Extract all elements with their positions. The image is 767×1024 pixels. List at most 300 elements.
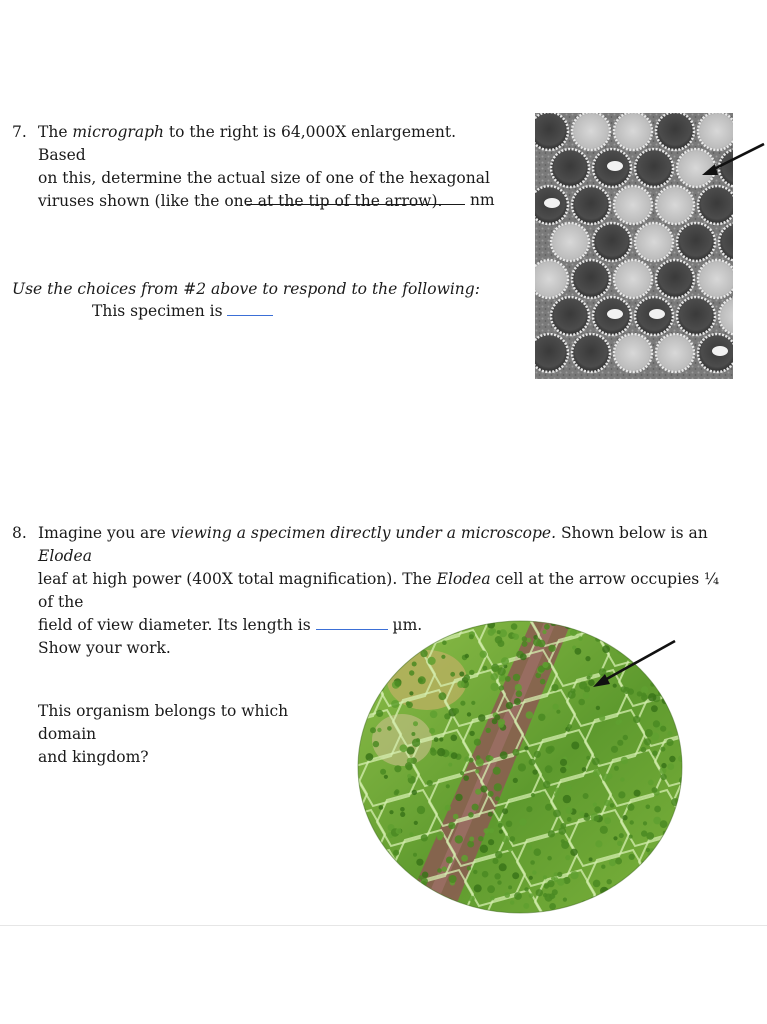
chloroplast <box>467 841 474 848</box>
chloroplast <box>511 623 518 630</box>
chloroplast <box>548 746 554 752</box>
q8-line1-pre: Imagine you are <box>38 524 171 542</box>
chloroplast <box>429 728 435 734</box>
chloroplast <box>506 702 513 709</box>
chloroplast <box>654 806 661 813</box>
chloroplast <box>643 893 648 898</box>
virus-particle <box>656 113 694 150</box>
chloroplast <box>520 653 527 660</box>
chloroplast <box>486 728 491 733</box>
chloroplast <box>371 654 376 659</box>
chloroplast <box>529 876 533 880</box>
chloroplast <box>493 858 499 864</box>
virus-particle <box>593 223 631 261</box>
q7-answer-blank[interactable] <box>247 190 465 205</box>
chloroplast <box>652 895 656 899</box>
chloroplast <box>634 790 641 797</box>
chloroplast <box>442 866 447 871</box>
chloroplast <box>373 868 378 873</box>
chloroplast <box>439 692 447 700</box>
domain-question <box>38 700 348 769</box>
chloroplast <box>666 739 673 746</box>
chloroplast <box>570 871 578 879</box>
chloroplast <box>551 876 555 880</box>
chloroplast <box>646 832 654 840</box>
chloroplast <box>435 909 442 915</box>
chloroplast <box>571 742 579 750</box>
chloroplast <box>379 646 383 650</box>
chloroplast <box>566 807 573 814</box>
chloroplast <box>370 727 376 733</box>
chloroplast <box>649 621 656 628</box>
chloroplast <box>497 640 504 647</box>
chloroplast <box>487 621 495 629</box>
chloroplast <box>523 903 529 909</box>
chloroplast <box>547 856 552 861</box>
chloroplast <box>469 837 474 842</box>
chloroplast <box>542 662 548 668</box>
chloroplast <box>488 629 495 636</box>
chloroplast <box>660 820 668 828</box>
chloroplast <box>578 636 583 641</box>
chloroplast <box>619 833 624 838</box>
chloroplast <box>375 650 382 657</box>
chloroplast <box>391 647 398 654</box>
chloroplast <box>627 804 634 811</box>
chloroplast <box>519 818 527 826</box>
chloroplast <box>471 701 475 705</box>
cell-wall <box>553 910 613 915</box>
chloroplast <box>373 741 379 747</box>
chloroplast <box>499 863 507 871</box>
chloroplast <box>437 831 444 838</box>
virus-highlight <box>544 198 560 208</box>
chloroplast <box>379 660 385 666</box>
chloroplast <box>560 767 566 773</box>
chloroplast <box>614 766 619 771</box>
chloroplast <box>633 910 641 915</box>
chloroplast <box>652 751 657 756</box>
chloroplast <box>499 685 504 690</box>
chloroplast <box>385 648 393 656</box>
q8-line2-post: cell at the arrow occupies ¼ of the <box>38 570 720 611</box>
specimen-answer-blank[interactable] <box>227 301 273 316</box>
chloroplast <box>473 870 477 874</box>
chloroplast <box>655 896 660 901</box>
q7-line1-pre: The <box>38 123 73 141</box>
chloroplast <box>570 688 575 693</box>
chloroplast <box>358 630 363 635</box>
chloroplast <box>409 691 413 695</box>
chloroplast <box>659 767 666 774</box>
chloroplast <box>663 858 669 864</box>
chloroplast <box>641 830 647 836</box>
chloroplast <box>669 756 675 762</box>
choices-note-text: Use the choices from #2 above to respond to the following: <box>12 280 480 298</box>
chloroplast <box>518 763 526 771</box>
chloroplast <box>514 698 521 705</box>
chloroplast <box>513 778 518 783</box>
chloroplast <box>394 882 399 887</box>
chloroplast <box>464 756 469 761</box>
chloroplast <box>495 796 500 801</box>
chloroplast <box>389 860 393 864</box>
chloroplast <box>391 700 399 708</box>
q8-line1-emphasis: viewing a specimen directly under a microscope. <box>170 524 557 542</box>
chloroplast <box>379 805 384 810</box>
chloroplast <box>430 621 436 627</box>
chloroplast <box>660 774 666 780</box>
chloroplast <box>372 689 378 695</box>
chloroplast <box>476 758 484 766</box>
chloroplast <box>469 670 474 675</box>
q7-number: 7. <box>12 123 27 141</box>
chloroplast <box>677 906 683 912</box>
chloroplast <box>412 790 417 795</box>
chloroplast <box>641 747 647 753</box>
chloroplast <box>455 835 463 843</box>
chloroplast <box>373 869 380 876</box>
chloroplast <box>545 765 553 773</box>
chloroplast <box>522 636 527 641</box>
chloroplast <box>563 898 567 902</box>
chloroplast <box>646 628 652 634</box>
chloroplast <box>604 800 610 806</box>
chloroplast <box>513 674 520 681</box>
chloroplast <box>457 681 464 688</box>
chloroplast <box>512 872 519 879</box>
chloroplast <box>504 892 510 898</box>
chloroplast <box>653 720 660 727</box>
chloroplast <box>509 836 515 842</box>
virus-highlight <box>607 309 623 319</box>
q8-line2 <box>38 568 738 614</box>
chloroplast <box>611 746 618 753</box>
chloroplast <box>427 891 435 899</box>
chloroplast <box>441 655 445 659</box>
chloroplast <box>671 829 679 837</box>
virus-particle <box>551 223 589 261</box>
chloroplast <box>498 823 503 828</box>
chloroplast <box>423 906 430 913</box>
chloroplast <box>371 846 378 853</box>
chloroplast <box>594 816 600 822</box>
chloroplast <box>502 808 508 814</box>
chloroplast <box>494 873 500 879</box>
chloroplast <box>490 683 498 691</box>
specimen-prompt: This specimen is <box>92 302 228 320</box>
q7-line2: on this, determine the actual size of one of the hexagonal <box>38 169 490 187</box>
chloroplast <box>646 805 651 810</box>
chloroplast <box>552 889 558 895</box>
chloroplast <box>578 699 585 706</box>
virus-particle <box>635 223 673 261</box>
chloroplast <box>398 874 404 880</box>
chloroplast <box>563 795 571 803</box>
q7-unit: nm <box>469 191 495 209</box>
chloroplast <box>567 724 572 729</box>
chloroplast <box>630 820 634 824</box>
chloroplast <box>366 753 374 761</box>
chloroplast <box>451 735 458 742</box>
chloroplast <box>615 858 622 865</box>
chloroplast <box>641 864 646 869</box>
chloroplast <box>488 791 494 797</box>
chloroplast <box>553 704 559 710</box>
chloroplast <box>400 744 408 752</box>
chloroplast <box>475 789 481 795</box>
virus-particle <box>572 334 610 372</box>
chloroplast <box>437 868 442 873</box>
chloroplast <box>666 843 671 848</box>
chloroplast <box>359 684 366 691</box>
chloroplast <box>530 860 535 865</box>
chloroplast <box>531 793 535 797</box>
chloroplast <box>480 785 487 792</box>
chloroplast <box>532 769 537 774</box>
virus-particle <box>677 297 715 335</box>
chloroplast <box>651 705 658 712</box>
chloroplast <box>395 680 402 687</box>
chloroplast <box>582 767 587 772</box>
chloroplast <box>566 765 570 769</box>
chloroplast <box>508 847 513 852</box>
chloroplast <box>678 811 682 815</box>
chloroplast <box>480 845 488 853</box>
chloroplast <box>428 657 436 665</box>
chloroplast <box>556 710 560 714</box>
chloroplast <box>490 896 494 900</box>
virus-particle <box>572 186 610 224</box>
chloroplast <box>514 892 522 900</box>
chloroplast <box>622 815 627 820</box>
virus-particle <box>635 149 673 187</box>
chloroplast <box>570 849 577 856</box>
chloroplast <box>645 729 653 737</box>
chloroplast <box>575 648 582 655</box>
chloroplast <box>551 684 558 691</box>
chloroplast <box>534 751 541 758</box>
chloroplast <box>474 884 482 892</box>
chloroplast <box>541 791 546 796</box>
chloroplast <box>532 870 536 874</box>
chloroplast <box>382 853 388 859</box>
chloroplast <box>548 830 555 837</box>
chloroplast <box>579 811 584 816</box>
chloroplast <box>634 907 640 913</box>
chloroplast <box>384 895 391 902</box>
cell-wall <box>431 910 491 915</box>
virus-particle <box>551 149 589 187</box>
chloroplast <box>502 836 509 843</box>
chloroplast <box>620 777 624 781</box>
chloroplast <box>648 693 656 701</box>
chloroplast <box>543 875 547 879</box>
chloroplast <box>451 752 458 759</box>
chloroplast <box>566 785 572 791</box>
q8-line1-mid: Shown below is an <box>556 524 708 542</box>
chloroplast <box>412 739 420 747</box>
chloroplast <box>456 624 462 630</box>
chloroplast <box>448 763 452 767</box>
chloroplast <box>368 871 374 877</box>
chloroplast <box>411 732 415 736</box>
q8-line4: Show your work. <box>38 639 171 657</box>
chloroplast <box>366 883 373 890</box>
chloroplast <box>459 672 464 677</box>
chloroplast <box>593 880 601 888</box>
q7-line1 <box>38 121 508 167</box>
chloroplast <box>623 902 628 907</box>
chloroplast <box>648 780 654 786</box>
chloroplast <box>439 737 443 741</box>
q8-line3-pre: field of view diameter. Its length is <box>38 616 316 634</box>
chloroplast <box>473 620 477 622</box>
chloroplast <box>389 810 393 814</box>
chloroplast <box>483 666 488 671</box>
cell-wall <box>361 890 421 915</box>
chloroplast <box>666 698 670 702</box>
chloroplast <box>484 828 490 834</box>
chloroplast <box>409 832 413 836</box>
chloroplast <box>460 771 464 775</box>
chloroplast <box>607 773 613 779</box>
chloroplast <box>361 700 365 704</box>
chloroplast <box>646 848 650 852</box>
chloroplast <box>508 885 512 889</box>
chloroplast <box>377 728 381 732</box>
chloroplast <box>533 638 541 646</box>
chloroplast <box>412 662 417 667</box>
chloroplast <box>591 908 596 913</box>
chloroplast <box>599 715 605 721</box>
chloroplast <box>561 839 565 843</box>
chloroplast <box>449 875 457 883</box>
chloroplast <box>472 804 479 811</box>
chloroplast <box>660 851 668 859</box>
chloroplast <box>609 859 616 866</box>
chloroplast <box>621 906 628 913</box>
chloroplast <box>357 646 360 650</box>
chloroplast <box>500 751 508 759</box>
chloroplast <box>600 826 608 834</box>
chloroplast <box>360 835 365 840</box>
chloroplast <box>398 620 405 626</box>
chloroplast <box>425 634 432 641</box>
virus-highlight <box>649 309 665 319</box>
chloroplast <box>661 763 666 768</box>
chloroplast <box>583 692 590 699</box>
chloroplast <box>623 735 628 740</box>
chloroplast <box>651 888 656 893</box>
virus-particle <box>572 260 610 298</box>
chloroplast <box>476 755 480 759</box>
chloroplast <box>468 812 474 818</box>
chloroplast <box>498 722 504 728</box>
chloroplast <box>491 664 499 672</box>
chloroplast <box>607 879 612 884</box>
chloroplast <box>494 783 502 791</box>
chloroplast <box>656 901 663 908</box>
chloroplast <box>363 880 371 888</box>
chloroplast <box>407 702 413 708</box>
chloroplast <box>469 896 475 902</box>
chloroplast <box>360 633 367 640</box>
chloroplast <box>383 897 390 904</box>
chloroplast <box>524 887 528 891</box>
chloroplast <box>565 855 570 860</box>
chloroplast <box>363 659 370 666</box>
chloroplast <box>427 780 433 786</box>
chloroplast <box>634 884 640 890</box>
q8-number: 8. <box>12 524 27 542</box>
chloroplast <box>382 902 388 908</box>
q8-line1-emphasis2: Elodea <box>38 547 92 565</box>
chloroplast <box>497 912 501 915</box>
chloroplast <box>390 892 398 900</box>
q8-line2-emphasis: Elodea <box>436 570 491 588</box>
chloroplast <box>487 885 495 893</box>
chloroplast <box>512 749 519 756</box>
cell-wall <box>357 630 365 686</box>
chloroplast <box>489 756 493 760</box>
chloroplast <box>560 759 567 766</box>
chloroplast <box>499 830 503 834</box>
virus-particle <box>551 297 589 335</box>
chloroplast <box>529 893 534 898</box>
virus-particle <box>614 260 652 298</box>
chloroplast <box>593 769 600 776</box>
chloroplast <box>357 835 361 840</box>
chloroplast <box>400 807 405 812</box>
chloroplast <box>540 679 546 685</box>
domain-question-line1: This organism belongs to which domain <box>38 702 289 743</box>
chloroplast <box>533 635 538 640</box>
q7-line3: viruses shown (like the one at the tip of the arrow). <box>38 192 443 210</box>
virus-particle <box>656 334 694 372</box>
chloroplast <box>478 714 485 721</box>
chloroplast <box>666 699 672 705</box>
chloroplast <box>665 702 673 710</box>
chloroplast <box>671 904 679 912</box>
chloroplast <box>376 710 383 717</box>
chloroplast <box>417 623 422 628</box>
chloroplast <box>557 878 565 886</box>
cell-wall <box>357 620 399 626</box>
chloroplast <box>394 765 401 772</box>
chloroplast <box>547 880 554 887</box>
chloroplast <box>542 630 546 634</box>
chloroplast <box>617 740 623 746</box>
chloroplast <box>396 828 402 834</box>
cell-wall <box>583 620 643 626</box>
chloroplast <box>442 640 447 645</box>
chloroplast <box>461 855 468 862</box>
q8-line1 <box>38 522 738 568</box>
chloroplast <box>361 620 368 626</box>
chloroplast <box>495 851 502 858</box>
chloroplast <box>543 893 547 897</box>
virus-particle <box>614 186 652 224</box>
chloroplast <box>527 845 532 850</box>
chloroplast <box>384 775 388 779</box>
chloroplast <box>524 746 528 750</box>
chloroplast <box>659 886 665 892</box>
chloroplast <box>497 880 501 884</box>
chloroplast <box>618 719 622 723</box>
chloroplast <box>370 838 376 844</box>
chloroplast <box>557 872 562 877</box>
